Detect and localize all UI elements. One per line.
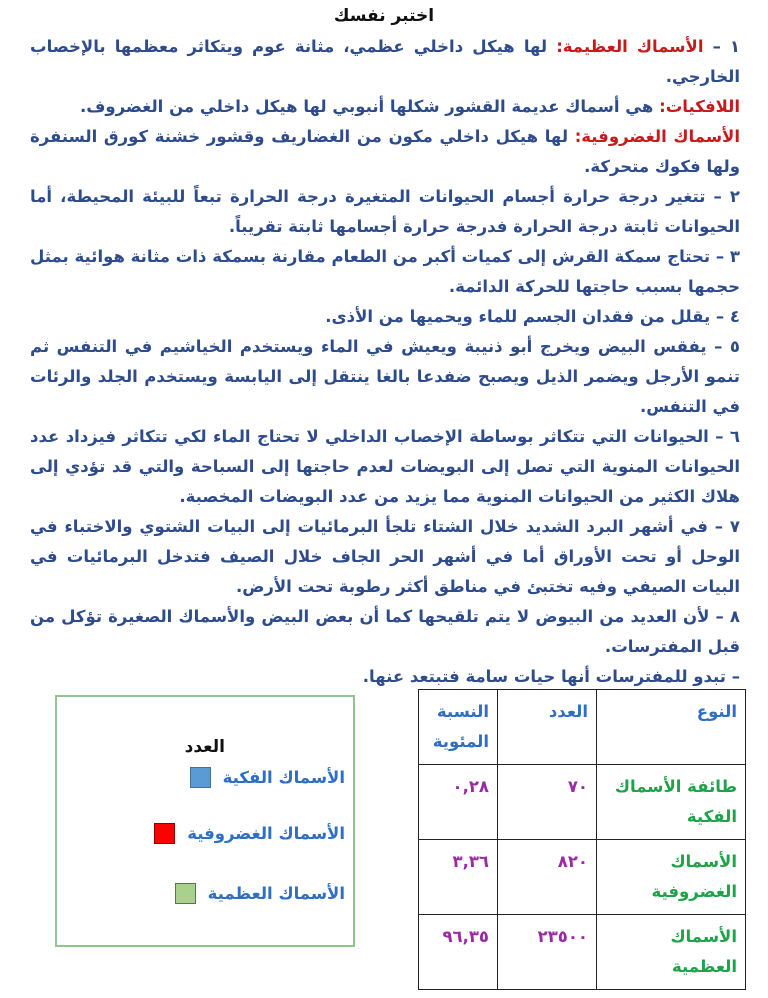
legend-item: [190, 767, 345, 788]
term-label: الأسماك العظيمة:: [556, 37, 704, 56]
answer-text-run: ١ –: [703, 37, 740, 56]
table-cell-count: ٧٠: [498, 765, 597, 840]
chart-legend-box: [55, 695, 355, 947]
term-label: الأسماك الغضروفية:: [574, 127, 740, 146]
legend-swatch: [190, 767, 211, 788]
table-row: [419, 915, 746, 990]
answer-paragraph: [30, 512, 740, 602]
table-cell-type: الأسماك العظمية: [597, 915, 746, 990]
answer-paragraph: [30, 182, 740, 242]
table-header-cell: العدد: [498, 690, 597, 765]
legend-item: [154, 823, 345, 844]
answer-paragraph: [30, 662, 740, 692]
answer-text-run: ٧ – في أشهر البرد الشديد خلال الشتاء تلجأ البرمائيات إلى البيات الشتوي والاختباء في الوحل أو تحت الأوراق أما في أشهر الحر الجاف خلال الصيف فتدخل البرمائيات في البيات الصيفي وفيه تختبئ في مناطق أكثر رطوبة تحت الأرض.: [30, 517, 740, 596]
table-cell-type: الأسماك الغضروفية: [597, 840, 746, 915]
answer-text-run: لها هيكل داخلي عظمي، مثانة عوم ويتكاثر معظمها بالإخصاب الخارجي.: [30, 37, 740, 86]
answer-text-run: ٦ – الحيوانات التي تتكاثر بوساطة الإخصاب الداخلي لا تحتاج الماء لكي تتكاثر فيزداد عدد الحيوانات المنوية التي تصل إلى البويضات لعدم حاجتها إلى السباحة والتي قد تؤدي إلى هلاك الكثير من الحيوانات المنوية مما يزيد من عدد البويضات المخصبة.: [30, 427, 740, 506]
table-cell-count: ٨٢٠: [498, 840, 597, 915]
table-header-row: [419, 690, 746, 765]
legend-swatch: [154, 823, 175, 844]
legend-label: الأسماك الغضروفية: [187, 824, 345, 843]
answer-text-run: ٨ – لأن العديد من البيوض لا يتم تلقيحها كما أن بعض البيض والأسماك الصغيرة تؤكل من قبل المفترسات.: [30, 607, 740, 656]
answer-text-run: ٤ – يقلل من فقدان الجسم للماء ويحميها من الأذى.: [325, 307, 740, 326]
answer-paragraph: [30, 422, 740, 512]
table-cell-type: طائفة الأسماك الفكية: [597, 765, 746, 840]
legend-label: الأسماك العظمية: [207, 884, 345, 903]
answer-text-run: ٣ – تحتاج سمكة القرش إلى كميات أكبر من الطعام مقارنة بسمكة ذات مثانة هوائية بمثل حجمها بسبب حاجتها للحركة الدائمة.: [30, 247, 740, 296]
page-title: اختبر نفسك: [333, 6, 435, 26]
legend-label: الأسماك الفكية: [222, 768, 345, 787]
answer-paragraph: [30, 332, 740, 422]
answer-text: [30, 32, 740, 692]
answer-paragraph: [30, 92, 740, 122]
answer-paragraph: [30, 242, 740, 302]
table-header-cell: النوع: [597, 690, 746, 765]
answer-paragraph: [30, 302, 740, 332]
table-cell-count: ٢٣٥٠٠: [498, 915, 597, 990]
table-cell-percent: ٩٦,٣٥: [419, 915, 498, 990]
answer-text-run: – تبدو للمفترسات أنها حيات سامة فتبتعد عنها.: [362, 667, 740, 686]
answer-text-run: لها هيكل داخلي مكون من الغضاريف وقشور خشنة كورق السنفرة ولها فكوك متحركة.: [30, 127, 740, 176]
answer-paragraph: [30, 122, 740, 182]
table-header-cell: النسبة المئوية: [419, 690, 498, 765]
legend-swatch: [175, 883, 196, 904]
table-cell-percent: ٠,٢٨: [419, 765, 498, 840]
fish-classes-table: [418, 689, 746, 990]
table-row: [419, 840, 746, 915]
answer-text-run: ٥ – يفقس البيض ويخرج أبو ذنيبة ويعيش في الماء ويستخدم الخياشيم في التنفس ثم تنمو الأرجل ويضمر الذيل ويصبح ضفدعا بالغا ينتقل إلى اليابسة ويستخدم الجلد والرئات في التنفس.: [30, 337, 740, 416]
answer-text-run: هي أسماك عديمة القشور شكلها أنبوبي لها هيكل داخلي من الغضروف.: [79, 97, 660, 116]
table-row: [419, 765, 746, 840]
legend-item: [175, 883, 345, 904]
term-label: اللافكيات:: [659, 97, 740, 116]
answer-paragraph: [30, 32, 740, 92]
answer-text-run: ٢ – تتغير درجة حرارة أجسام الحيوانات المتغيرة درجة الحرارة تبعاً للبيئة المحيطة، أما الحيوانات ثابتة درجة الحرارة فدرجة حرارة أجسامها ثابتة تقريباً.: [30, 187, 740, 236]
legend-title: العدد: [184, 737, 225, 757]
table-cell-percent: ٣,٣٦: [419, 840, 498, 915]
answer-paragraph: [30, 602, 740, 662]
